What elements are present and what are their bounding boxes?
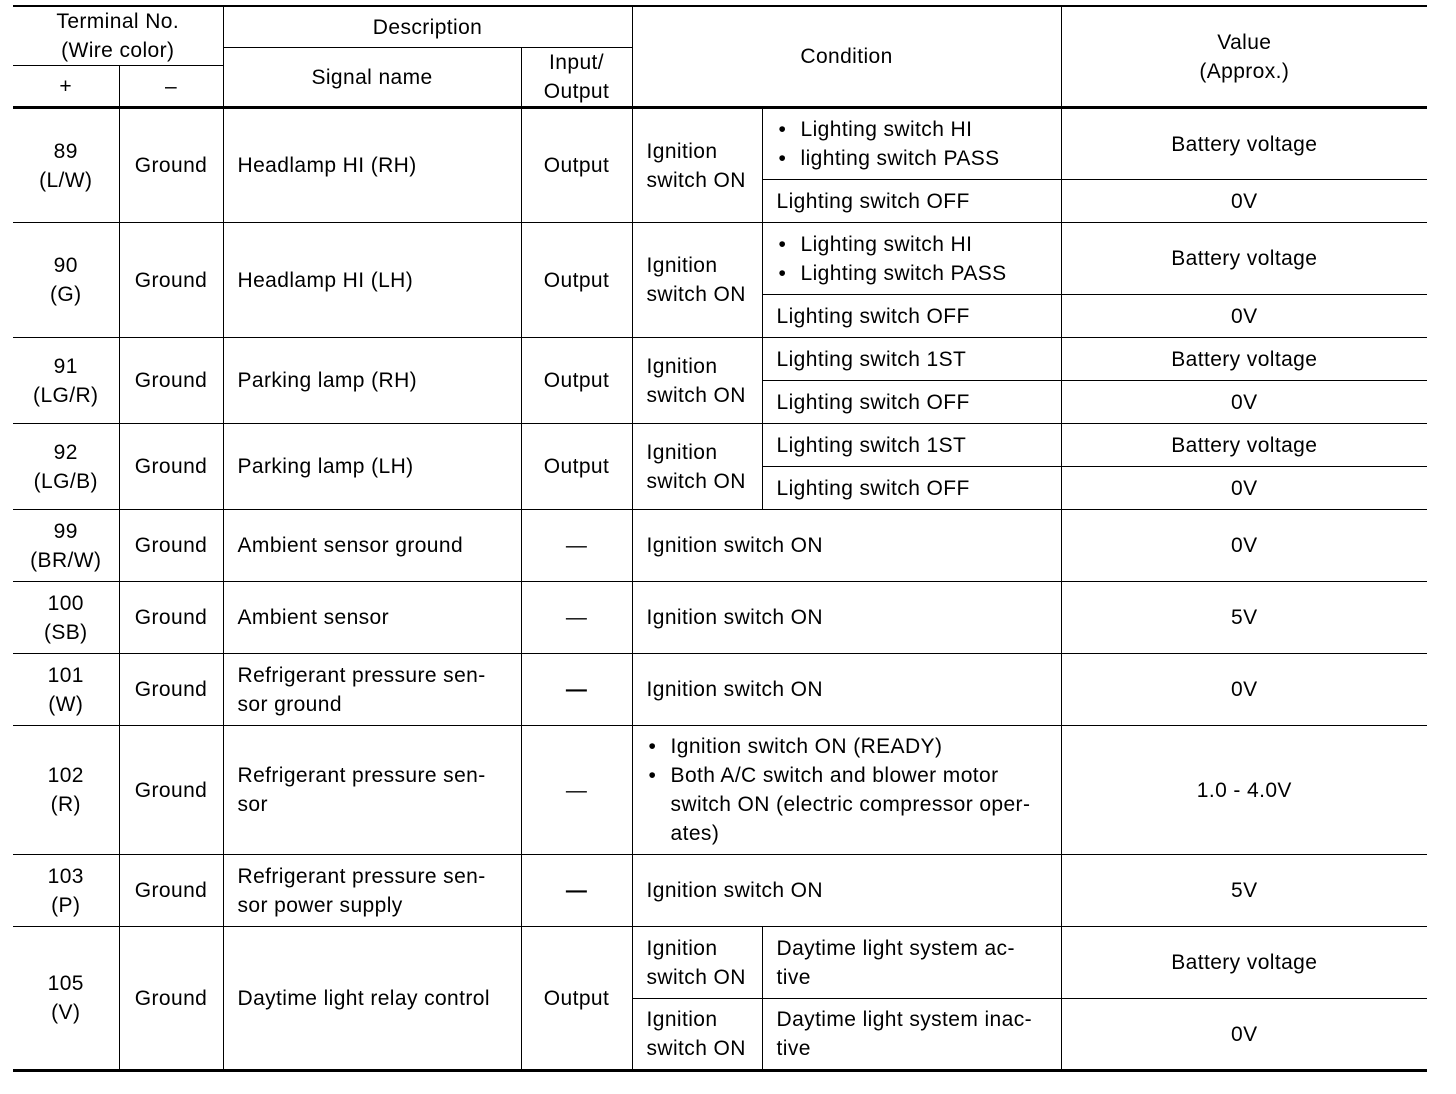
condition-cell: Ignition switch ON (632, 654, 1061, 726)
table-row (13, 855, 1427, 927)
value-cell: 0V (1061, 654, 1427, 726)
condition-main-line: Ignition (646, 936, 718, 960)
header-minus: – (119, 66, 223, 108)
value-cell: Battery voltage (1061, 108, 1427, 180)
terminal-number: 105 (47, 972, 84, 995)
condition-main-line: switch ON (646, 383, 746, 407)
signal-name-cell (223, 726, 521, 855)
table-row (13, 338, 1427, 381)
value-cell: 5V (1061, 582, 1427, 654)
condition-bullet-line: • Both A/C switch and blower motor (670, 764, 999, 787)
terminal-table-sheet (13, 5, 1427, 1072)
signal-name-cell: Headlamp HI (RH) (223, 108, 521, 223)
terminal-cell (13, 223, 119, 338)
condition-main-cell (632, 999, 762, 1071)
condition-sub-cell (762, 108, 1061, 180)
condition-main-cell (632, 338, 762, 424)
value-cell: 0V (1061, 180, 1427, 223)
condition-sub-cell (762, 999, 1061, 1071)
signal-name-cell: Parking lamp (RH) (223, 338, 521, 424)
signal-name-line: Refrigerant pressure sen- (237, 764, 486, 787)
terminal-cell (13, 855, 119, 927)
header-value-label: Value (1217, 30, 1272, 54)
condition-sub-line: tive (776, 965, 811, 989)
condition-main-cell (632, 927, 762, 999)
value-cell: 0V (1061, 467, 1427, 510)
terminal-cell (13, 108, 119, 223)
terminal-cell (13, 424, 119, 510)
value-cell: Battery voltage (1061, 424, 1427, 467)
condition-main-cell (632, 424, 762, 510)
wire-color: (W) (48, 692, 84, 716)
header-terminal-no-label: Terminal No. (56, 10, 180, 33)
table-row (13, 108, 1427, 180)
ground-cell: Ground (119, 108, 223, 223)
condition-sub-line: Daytime light system ac- (776, 936, 1015, 960)
signal-name-cell: Headlamp HI (LH) (223, 223, 521, 338)
terminal-number: 91 (53, 354, 78, 378)
value-cell: Battery voltage (1061, 927, 1427, 999)
condition-main-line: switch ON (646, 168, 746, 192)
signal-name-line: sor (237, 793, 268, 816)
io-cell: — (521, 654, 632, 726)
condition-bullet: • Lighting switch HI (801, 115, 1047, 144)
terminal-cell (13, 927, 119, 1071)
condition-main-line: switch ON (646, 1037, 746, 1060)
table-row (13, 726, 1427, 855)
value-cell: 1.0 - 4.0V (1061, 726, 1427, 855)
terminal-cell (13, 654, 119, 726)
header-wire-color-label: (Wire color) (61, 39, 175, 62)
io-cell: Output (521, 927, 632, 1071)
io-cell: Output (521, 108, 632, 223)
ground-cell: Ground (119, 223, 223, 338)
condition-main-line: Ignition (646, 254, 718, 277)
condition-bullet-line: ates) (670, 822, 720, 845)
signal-name-cell: Parking lamp (LH) (223, 424, 521, 510)
terminal-number: 103 (47, 864, 84, 888)
condition-main-line: switch ON (646, 283, 746, 306)
terminal-number: 101 (47, 663, 84, 687)
io-cell: — (521, 855, 632, 927)
condition-sub-line: tive (776, 1037, 811, 1060)
io-cell: — (521, 510, 632, 582)
header-output-label: Output (543, 80, 610, 103)
condition-main-line: switch ON (646, 965, 746, 989)
condition-sub-cell: Lighting switch OFF (762, 180, 1061, 223)
condition-main-cell (632, 108, 762, 223)
value-cell: 0V (1061, 295, 1427, 338)
wire-color: (LG/B) (33, 469, 98, 493)
value-cell: 0V (1061, 999, 1427, 1071)
ground-cell: Ground (119, 726, 223, 855)
header-input-label: Input/ (549, 51, 604, 74)
condition-bullet: • lighting switch PASS (801, 144, 1047, 173)
io-cell: Output (521, 424, 632, 510)
terminal-cell (13, 510, 119, 582)
io-cell: — (521, 582, 632, 654)
signal-name-cell: Ambient sensor ground (223, 510, 521, 582)
header-approx-label: (Approx.) (1199, 59, 1290, 83)
condition-bullet: • Lighting switch HI (801, 230, 1047, 259)
signal-name-cell (223, 855, 521, 927)
wire-color: (V) (51, 1001, 81, 1024)
condition-sub-cell (762, 223, 1061, 295)
table-row (13, 424, 1427, 467)
terminal-number: 100 (47, 591, 84, 615)
condition-sub-cell (762, 927, 1061, 999)
condition-cell: Ignition switch ON (632, 582, 1061, 654)
value-cell: 0V (1061, 381, 1427, 424)
signal-name-line: Refrigerant pressure sen- (237, 864, 486, 888)
condition-bullet: • Ignition switch ON (READY) (671, 732, 1047, 761)
value-cell: 5V (1061, 855, 1427, 927)
condition-sub-cell: Lighting switch OFF (762, 295, 1061, 338)
wire-color: (L/W) (39, 168, 93, 192)
wire-color: (LG/R) (33, 383, 99, 407)
condition-sub-cell: Lighting switch 1ST (762, 424, 1061, 467)
condition-bullet-list (647, 732, 1047, 848)
table-row (13, 927, 1427, 999)
ground-cell: Ground (119, 927, 223, 1071)
header-description: Description (223, 6, 632, 48)
condition-cell (632, 726, 1061, 855)
wire-color: (R) (50, 793, 81, 816)
table-row (13, 654, 1427, 726)
table-row (13, 510, 1427, 582)
header-terminal-no (13, 6, 223, 66)
ground-cell: Ground (119, 855, 223, 927)
signal-name-cell (223, 654, 521, 726)
ground-cell: Ground (119, 582, 223, 654)
ground-cell: Ground (119, 510, 223, 582)
wire-color: (G) (49, 283, 82, 306)
condition-bullet: • Lighting switch PASS (801, 259, 1047, 288)
condition-cell: Ignition switch ON (632, 510, 1061, 582)
condition-sub-cell: Lighting switch 1ST (762, 338, 1061, 381)
signal-name-line: Refrigerant pressure sen- (237, 663, 486, 687)
condition-bullet (671, 761, 1047, 848)
terminal-number: 90 (53, 254, 78, 277)
ground-cell: Ground (119, 338, 223, 424)
condition-main-line: Ignition (646, 440, 718, 464)
condition-bullet-line: switch ON (electric compressor oper- (670, 793, 1031, 816)
terminal-cell (13, 338, 119, 424)
condition-main-cell (632, 223, 762, 338)
wire-color: (P) (51, 893, 81, 917)
terminal-cell (13, 726, 119, 855)
io-cell: Output (521, 223, 632, 338)
table-row (13, 582, 1427, 654)
header-plus: + (13, 66, 119, 108)
terminal-number: 89 (53, 139, 78, 163)
condition-bullet-list (777, 115, 1047, 173)
signal-name-cell: Daytime light relay control (223, 927, 521, 1071)
ground-cell: Ground (119, 654, 223, 726)
io-cell: Output (521, 338, 632, 424)
wire-color: (SB) (43, 620, 88, 644)
condition-sub-line: Daytime light system inac- (776, 1008, 1032, 1031)
io-cell: — (521, 726, 632, 855)
wire-color: (BR/W) (30, 548, 102, 572)
condition-main-line: Ignition (646, 139, 718, 163)
terminal-number: 102 (47, 764, 84, 787)
header-signal-name: Signal name (223, 48, 521, 108)
header-condition: Condition (632, 6, 1061, 108)
signal-name-cell: Ambient sensor (223, 582, 521, 654)
condition-sub-cell: Lighting switch OFF (762, 467, 1061, 510)
signal-name-line: sor ground (237, 692, 342, 716)
condition-sub-cell: Lighting switch OFF (762, 381, 1061, 424)
condition-cell: Ignition switch ON (632, 855, 1061, 927)
terminal-table (13, 5, 1427, 1072)
table-row (13, 223, 1427, 295)
table-header (13, 6, 1427, 108)
terminal-number: 92 (53, 440, 78, 464)
ground-cell: Ground (119, 424, 223, 510)
terminal-number: 99 (53, 519, 78, 543)
value-cell: Battery voltage (1061, 338, 1427, 381)
condition-bullet-list (777, 230, 1047, 288)
value-cell: 0V (1061, 510, 1427, 582)
condition-main-line: Ignition (646, 354, 718, 378)
value-cell: Battery voltage (1061, 223, 1427, 295)
signal-name-line: sor power supply (237, 893, 403, 917)
condition-main-line: switch ON (646, 469, 746, 493)
header-value (1061, 6, 1427, 108)
header-input-output (521, 48, 632, 108)
condition-main-line: Ignition (646, 1008, 718, 1031)
terminal-cell (13, 582, 119, 654)
